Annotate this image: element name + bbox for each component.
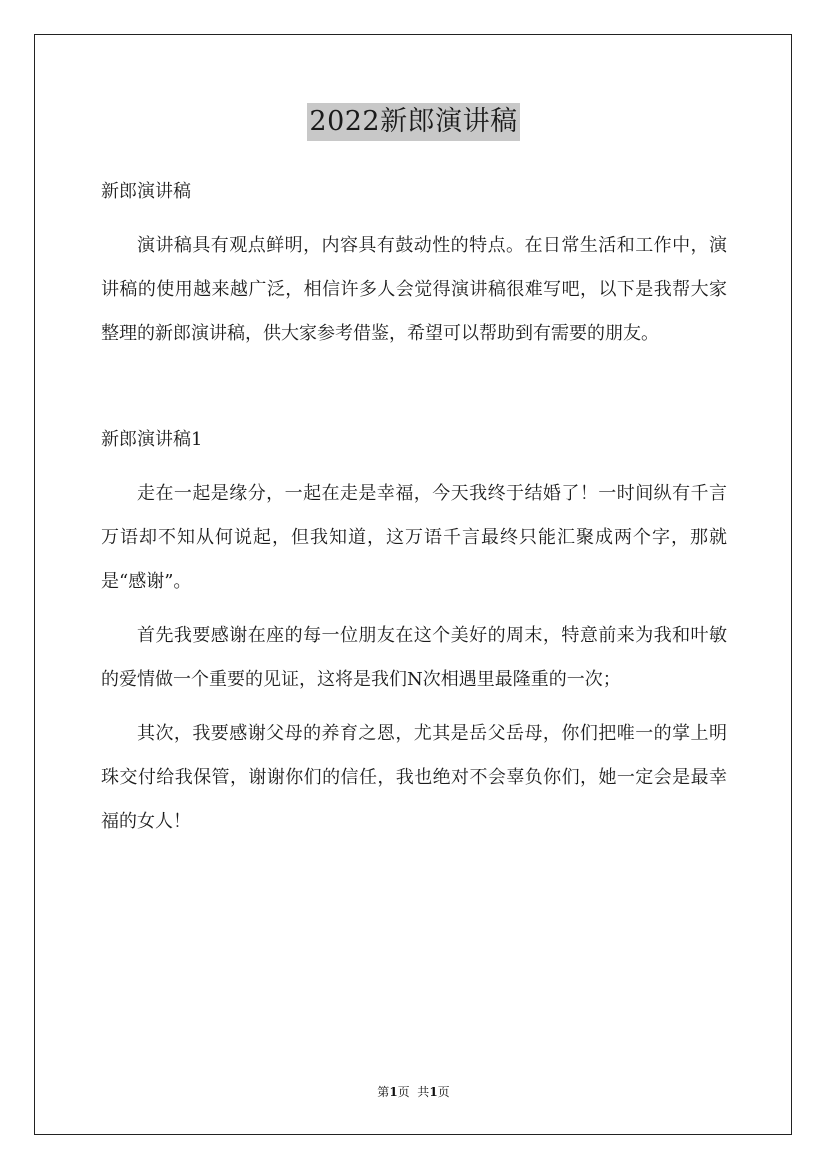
footer-page-current: 1 [389,1085,398,1099]
document-title: 2022新郎演讲稿 [307,103,519,141]
intro-paragraph: 演讲稿具有观点鲜明，内容具有鼓动性的特点。在日常生活和工作中，演讲稿的使用越来越广泛，相信许多人会觉得演讲稿很难写吧，以下是我帮大家整理的新郎演讲稿，供大家参考借鉴，希望可以帮助到有需要的朋友。 [101,235,727,344]
footer-page-total: 1 [429,1085,438,1099]
footer-page-prefix: 第 [377,1085,390,1099]
paragraph-3: 其次，我要感谢父母的养育之恩，尤其是岳父岳母，你们把唯一的掌上明珠交付给我保管，谢谢你们的信任，我也绝对不会辜负你们，她一定会是最幸福的女人！ [101,723,727,832]
paragraph-1: 走在一起是缘分，一起在走是幸福，今天我终于结婚了！一时间纵有千言万语却不知从何说起，但我知道，这万语千言最终只能汇聚成两个字，那就是“感谢”。 [101,483,727,592]
speech-paragraphs [101,472,727,844]
paragraph-2: 首先我要感谢在座的每一位朋友在这个美好的周末，特意前来为我和叶敏的爱情做一个重要的见证，这将是我们N次相遇里最隆重的一次； [101,625,727,690]
footer-page-suffix: 页 [437,1085,450,1099]
subtitle: 新郎演讲稿 [101,181,191,202]
footer-page-mid: 页 共 [397,1085,430,1099]
document-body [101,170,727,844]
section-heading: 新郎演讲稿1 [101,429,203,450]
page-footer [0,1083,827,1100]
title-wrap [0,103,827,141]
